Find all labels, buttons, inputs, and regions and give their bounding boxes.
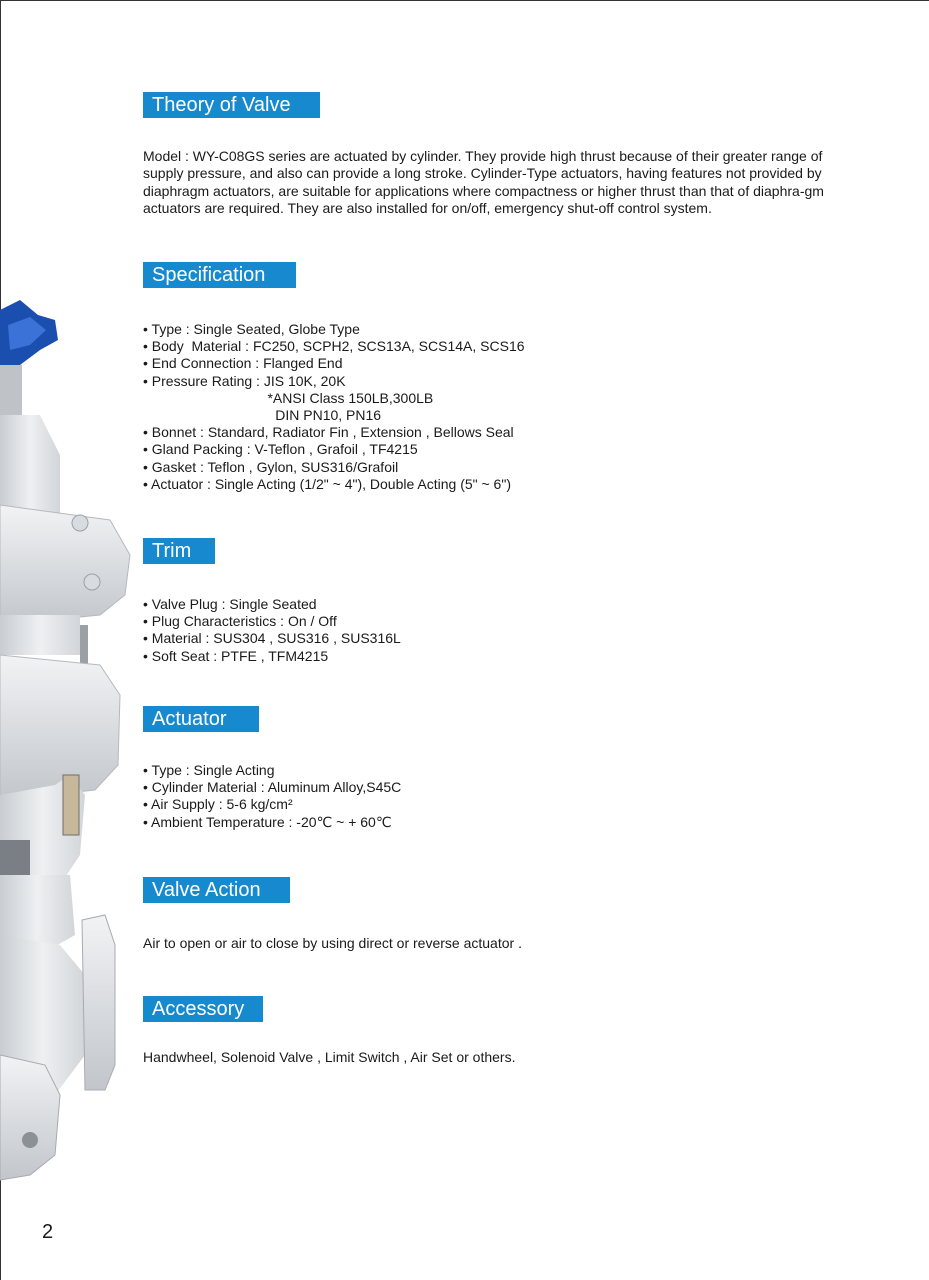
list-item: • Gland Packing : V-Teflon , Grafoil , TF4215	[143, 441, 418, 458]
accessory-text: Handwheel, Solenoid Valve , Limit Switch , Air Set or others.	[143, 1049, 516, 1065]
list-item: • Valve Plug : Single Seated	[143, 596, 317, 612]
valve-action-heading: Valve Action	[143, 877, 290, 903]
list-item: • Type : Single Seated, Globe Type	[143, 321, 360, 337]
list-item: DIN PN10, PN16	[143, 407, 382, 424]
specification-heading: Specification	[143, 262, 296, 288]
list-item: • Bonnet : Standard, Radiator Fin , Extension , Bellows Seal	[143, 424, 514, 441]
list-item: *ANSI Class 150LB,300LB	[143, 389, 434, 406]
specification-list	[143, 321, 525, 493]
theory-heading: Theory of Valve	[143, 92, 320, 118]
list-item: • Ambient Temperature : -20℃ ~ + 60℃	[143, 813, 392, 830]
theory-paragraph: Model : WY-C08GS series are actuated by cylinder. They provide high thrust because of their greater range of supply pressure, and also can provide a long stroke. Cylinder-Type actuators, having features not provided by diaphragm actuators, are suitable for applications where compactness or higher thrust than that of diaphra-gm actuators are required. They are also installed for on/off, emergency shut-off control system.	[143, 148, 824, 216]
list-item: • Actuator : Single Acting (1/2" ~ 4"), Double Acting (5" ~ 6")	[143, 475, 511, 492]
page-number: 2	[42, 1221, 54, 1243]
list-item: • Body Material : FC250, SCPH2, SCS13A, SCS14A, SCS16	[143, 338, 525, 355]
list-item: • Material : SUS304 , SUS316 , SUS316L	[143, 630, 401, 647]
list-item: • Soft Seat : PTFE , TFM4215	[143, 647, 329, 664]
valve-illustration	[0, 295, 135, 1195]
actuator-list	[143, 762, 401, 831]
list-item: • Plug Characteristics : On / Off	[143, 613, 337, 630]
list-item: • End Connection : Flanged End	[143, 355, 343, 372]
list-item: • Pressure Rating : JIS 10K, 20K	[143, 372, 346, 389]
trim-list	[143, 596, 401, 665]
list-item: • Gasket : Teflon , Gylon, SUS316/Grafoil	[143, 458, 399, 475]
list-item: • Air Supply : 5-6 kg/cm²	[143, 796, 293, 813]
trim-heading: Trim	[143, 538, 215, 564]
actuator-heading: Actuator	[143, 706, 259, 732]
accessory-heading: Accessory	[143, 996, 263, 1022]
list-item: • Type : Single Acting	[143, 762, 275, 778]
list-item: • Cylinder Material : Aluminum Alloy,S45C	[143, 779, 402, 796]
valve-action-text: Air to open or air to close by using direct or reverse actuator .	[143, 935, 522, 951]
